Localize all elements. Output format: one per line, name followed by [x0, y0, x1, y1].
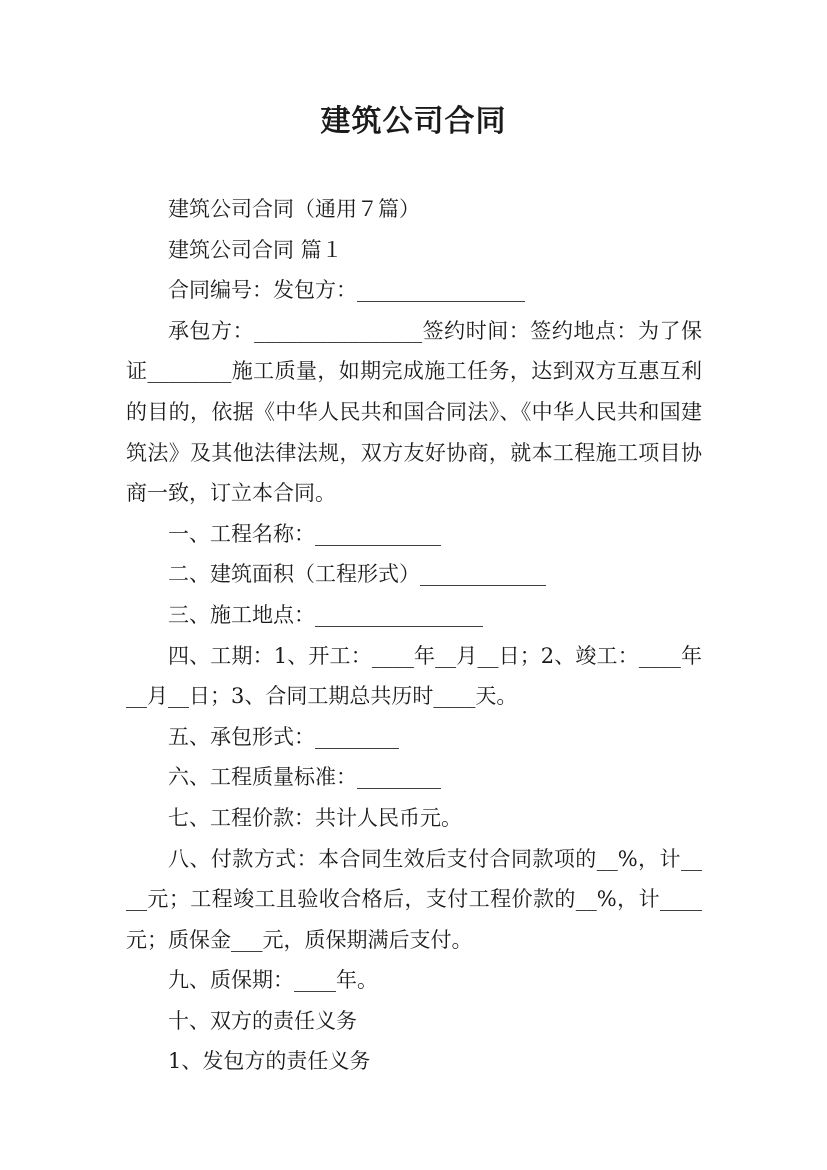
paragraph-preamble: 承包方：________________签约时间：签约地点：为了保证________施工质量，如期完成施工任务，达到双方互惠互利的目的，依据《中华人民共和国合同法》、《中华人民共和国建筑法》及其他法律法规，双方友好协商，就本工程施工项目协商一致，订立本合同。	[126, 318, 702, 506]
paragraph-clause-7: 七、工程价款：共计人民币元。	[168, 805, 462, 830]
paragraph-clause-1: 一、工程名称：____________	[168, 521, 441, 546]
document-title: 建筑公司合同	[320, 104, 507, 139]
paragraph-clause-4: 四、工期：1、开工：____年__月__日；2、竣工：____年__月__日；3、合同工期总共历时____天。	[126, 643, 702, 709]
paragraph-clause-3: 三、施工地点：________________	[168, 602, 483, 627]
paragraph-clause-8: 八、付款方式：本合同生效后支付合同款项的__%，计____元；工程竣工且验收合格后，支付工程价款的__%，计____元；质保金___元，质保期满后支付。	[126, 846, 702, 952]
paragraph-clause-9: 九、质保期：____年。	[168, 968, 378, 993]
paragraph-clause-5: 五、承包形式：________	[168, 724, 399, 749]
paragraph-clause-6: 六、工程质量标准：________	[168, 765, 441, 790]
paragraph-subtitle: 建筑公司合同（通用７篇）	[168, 197, 420, 221]
paragraph-clause-2: 二、建筑面积（工程形式）____________	[168, 562, 546, 587]
paragraph-subclause-1: 1、发包方的责任义务	[168, 1049, 371, 1074]
paragraph-clause-10: 十、双方的责任义务	[168, 1008, 357, 1033]
paragraph-contract-number: 合同编号：发包方：________________	[168, 278, 525, 303]
paragraph-section-heading: 建筑公司合同 篇１	[168, 237, 343, 262]
document-body	[126, 189, 702, 1082]
